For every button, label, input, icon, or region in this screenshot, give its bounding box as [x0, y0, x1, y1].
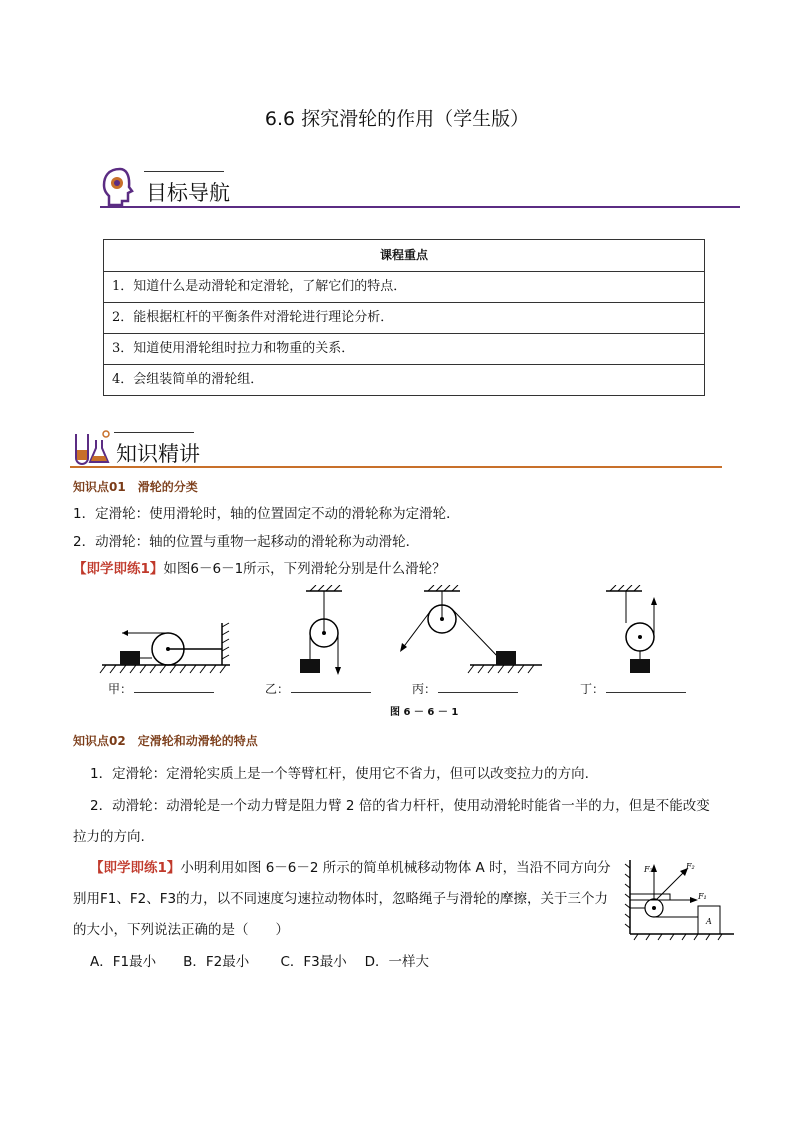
force-label-f1: F₁ — [698, 892, 707, 901]
course-focus-table — [103, 239, 705, 396]
pulley-figure-2 — [624, 856, 740, 942]
section-rule — [100, 206, 740, 208]
answer-blank[interactable] — [134, 680, 214, 693]
section-heading: 知识精讲 — [116, 442, 200, 466]
practice-line — [90, 856, 611, 876]
brain-head-icon — [100, 165, 140, 209]
practice-line — [73, 557, 446, 577]
text-line: 1．定滑轮：定滑轮实质上是一个等臂杠杆，使用它不省力，但可以改变拉力的方向. — [90, 766, 589, 782]
section-rule — [70, 466, 722, 468]
question-text: 小明利用如图 6－6－2 所示的简单机械移动物体 A 时，当沿不同方向分 — [180, 860, 611, 876]
section-header-knowledge — [70, 428, 722, 470]
fig-answer-jia: 甲： — [108, 680, 214, 697]
knowledge-point-label: 知识点02 定滑轮和动滑轮的特点 — [73, 734, 258, 748]
pulley-ding — [606, 585, 657, 673]
table-header: 课程重点 — [379, 248, 428, 262]
pulley-figure-1 — [90, 585, 710, 695]
force-label-f3: F₃ — [644, 865, 653, 874]
question-text: 别用F1、F2、F3的力，以不同速度匀速拉动物体时，忽略绳子与滑轮的摩擦，关于三个力 — [73, 891, 609, 907]
text-line: 2．动滑轮：轴的位置与重物一起移动的滑轮称为动滑轮． — [73, 534, 420, 550]
fig-answer-ding: 丁： — [580, 680, 686, 697]
section-header-goals — [100, 165, 740, 210]
practice-tag: 【即学即练1】 — [90, 860, 181, 876]
table-row: 3．知道使用滑轮组时拉力和物重的关系． — [104, 333, 704, 364]
flask-icon — [70, 428, 112, 468]
text-line: 2．动滑轮：动滑轮是一个动力臂是阻力臂 2 倍的省力杆杆，使用动滑轮时能省一半的力，但是不能改变 — [90, 798, 710, 814]
answer-options: A．F1最小 B．F2最小 C．F3最小 D．一样大 — [90, 954, 429, 970]
heading-underline-top — [114, 432, 194, 433]
fig-answer-yi: 乙： — [265, 680, 371, 697]
page-title: 6.6 探究滑轮的作用（学生版） — [264, 108, 530, 130]
pulley-bing — [400, 585, 542, 673]
answer-blank[interactable] — [438, 680, 518, 693]
pulley-yi — [300, 585, 342, 675]
force-label-f2: F₂ — [686, 862, 695, 871]
table-row: 2．能根据杠杆的平衡条件对滑轮进行理论分析． — [104, 302, 704, 333]
pulley-jia — [100, 623, 230, 673]
practice-tag: 【即学即练1】 — [73, 561, 164, 577]
answer-blank[interactable] — [606, 680, 686, 693]
table-row: 1．知道什么是动滑轮和定滑轮，了解它们的特点． — [104, 271, 704, 302]
figure-caption: 图 6 － 6 － 1 — [390, 707, 459, 718]
block-label: A — [706, 917, 712, 926]
knowledge-point-label: 知识点01 滑轮的分类 — [73, 480, 198, 494]
section-heading: 目标导航 — [146, 181, 230, 205]
table-row: 4．会组装简单的滑轮组． — [104, 364, 704, 395]
text-line: 1．定滑轮：使用滑轮时，轴的位置固定不动的滑轮称为定滑轮． — [73, 506, 460, 522]
question-text: 的大小，下列说法正确的是（ ） — [73, 922, 289, 938]
fig-answer-bing: 丙： — [412, 680, 518, 697]
answer-blank[interactable] — [291, 680, 371, 693]
practice-text: 如图6－6－1所示，下列滑轮分别是什么滑轮？ — [163, 561, 446, 577]
heading-underline-top — [144, 171, 224, 172]
text-line: 拉力的方向. — [73, 829, 145, 845]
